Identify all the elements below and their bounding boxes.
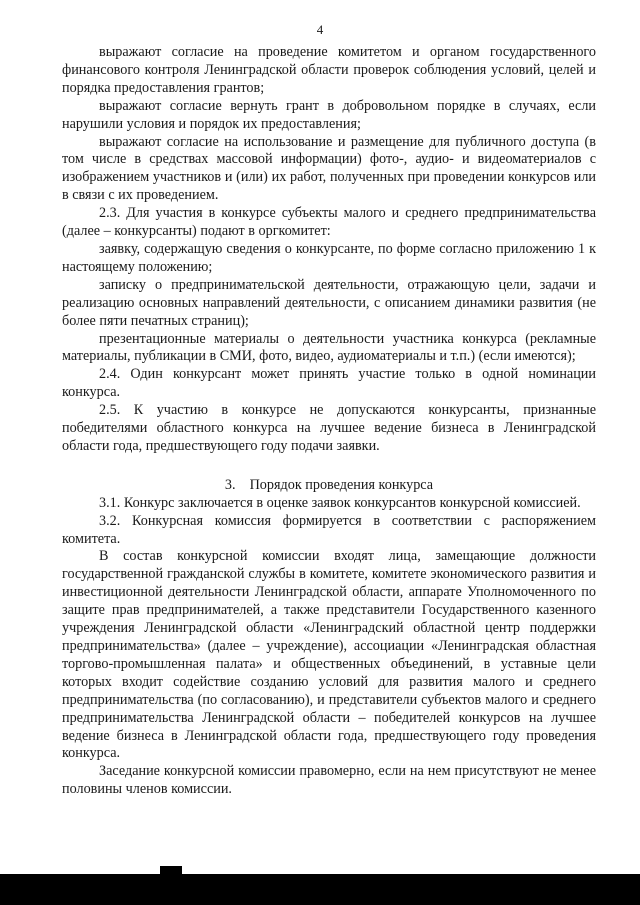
paragraph: выражают согласие на проведение комитетом и органом государственного финансового контроля Ленинградской области проверок соблюдения условий, целей и порядка предоставления грантов; [62,44,596,96]
page-number: 4 [316,22,324,37]
paragraph: презентационные материалы о деятельности участника конкурса (рекламные материалы, публикации в СМИ, фото, видео, аудиоматериалы и т.п.) (если имеются); [62,330,596,365]
section-number: 3. [224,476,236,493]
paragraph: Заседание конкурсной комиссии правомерно, если на нем присутствуют не менее половины членов комиссии. [62,763,596,798]
paragraph: В состав конкурсной комиссии входят лица, замещающие должности государственной гражданской службы в комитете, комитете экономического развития и инвестиционной деятельности Ленинградской области, аппарате Уполномоченного по защите прав предпринимателей, а также представители Государственного казенного учреждения Ленинградской области «Ленинградский областной центр поддержки предпринимательства» (далее – учреждение), ассоциации «Ленинградская областная торгово-промышленная палата» и общественных объединений, в уставные цели которых входит содействие созданию условий для развития малого и среднего предпринимательства (по согласованию), и представители субъектов малого и среднего предпринимательства Ленинградской области – победителей конкурсов на лучшее ведение бизнеса в Ленинградской области года, предшествующего году проведения конкурса. [62,548,596,762]
paragraph: 2.3. Для участия в конкурсе субъекты малого и среднего предпринимательства (далее – конкурсанты) подают в оргкомитет: [62,205,596,240]
paragraph: записку о предпринимательской деятельности, отражающую цели, задачи и реализацию основных направлений деятельности, с описанием динамики развития (не более пяти печатных страниц); [62,276,596,329]
document-body [62,44,596,799]
scan-bottom-border [0,874,640,905]
paragraph: 3.2. Конкурсная комиссия формируется в соответствии с распоряжением комитета. [62,512,596,547]
paragraph: 2.5. К участию в конкурсе не допускаются конкурсанты, признанные победителями областного конкурса на лучшее ведение бизнеса в Ленинградской области года, предшествующего году подачи заявки. [62,402,596,454]
section-heading [62,477,596,495]
paragraph: заявку, содержащую сведения о конкурсанте, по форме согласно приложению 1 к настоящему положению; [62,240,596,275]
paragraph: 3.1. Конкурс заключается в оценке заявок конкурсантов конкурсной комиссией. [99,494,581,511]
paragraph: выражают согласие на использование и размещение для публичного доступа (в том числе в средствах массовой информации) фото-, аудио- и видеоматериалов с изображением участников и (или) их работ, полученных при проведении конкурсов или в связи с их проведением. [62,133,596,204]
scan-artifact [160,866,182,874]
section-title: Порядок проведения конкурса [249,476,434,493]
paragraph: выражают согласие вернуть грант в добровольном порядке в случаях, если нарушили условия и порядок их предоставления; [62,97,596,132]
paragraph: 2.4. Один конкурсант может принять участие только в одной номинации конкурса. [62,366,596,401]
